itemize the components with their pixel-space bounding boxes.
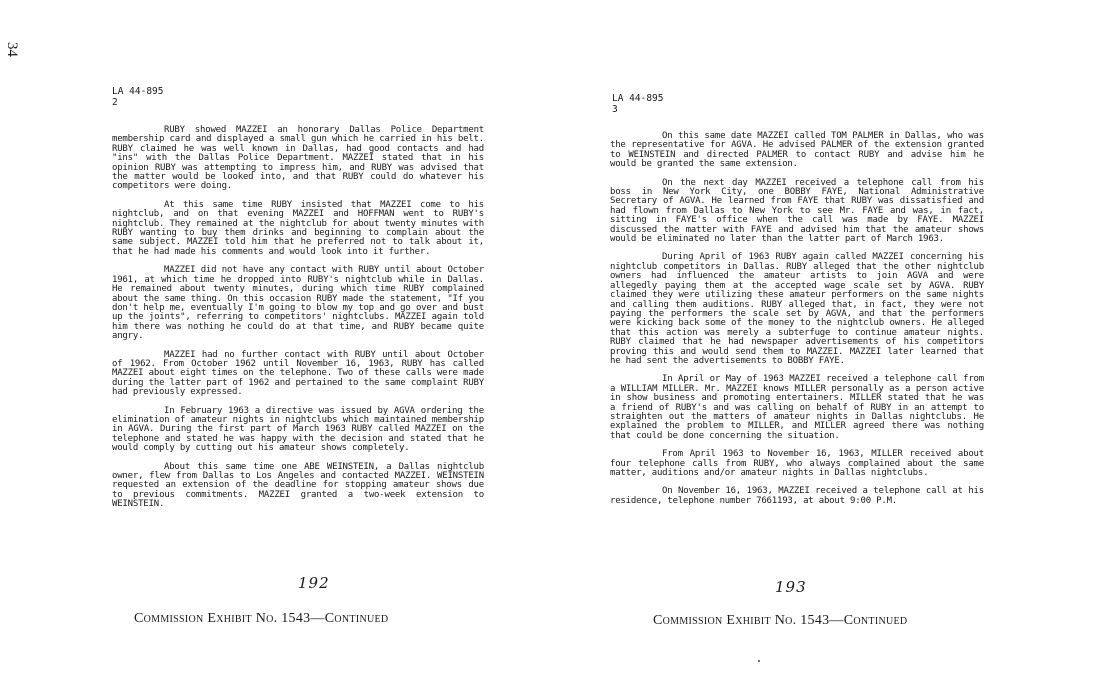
page-number: 2	[112, 97, 118, 108]
scan-speck	[758, 660, 760, 662]
paragraph: From April 1963 to November 16, 1963, MILLER received about four telephone calls from RUBY, who always complained about the same matter, auditions and/or amateur nights in Dallas nightclubs.	[610, 449, 984, 478]
paragraph: MAZZEI did not have any contact with RUBY until about October 1961, at which time he dropped into RUBY's nightclub while in Dallas. He remained about twenty minutes, during which time RUBY complained about the same thing. On this occasion RUBY made the statement, "If you don't help me, eventually I'm going to blow my top and go over and bust up the joints", referring to competitors' nightclubs. MAZZEI again told him there was nothing he could do at that time, and RUBY became quite angry.	[112, 265, 484, 342]
file-number: LA 44-895	[612, 93, 664, 104]
file-number-block	[612, 93, 663, 115]
exhibit-caption-text: Commission Exhibit No. 1543—Continued	[134, 611, 389, 626]
paragraph: RUBY showed MAZZEI an honorary Dallas Police Department membership card and displayed a small gun which he carried in his belt. RUBY claimed he was well known in Dallas, had good contacts and had "ins" with the Dallas Police Department. MAZZEI stated that in his opinion RUBY was attempting to impress him, and RUBY was advised that the matter would be looked into, and that RUBY could do whatever his competitors were doing.	[112, 125, 484, 192]
paragraph: On this same date MAZZEI called TOM PALMER in Dallas, who was the representative for AGVA. He advised PALMER of the extension granted to WEINSTEIN and directed PALMER to contact RUBY and advise him he would be granted the same extension.	[610, 131, 984, 170]
paragraph: During April of 1963 RUBY again called MAZZEI concerning his nightclub competitors in Dallas. RUBY alleged that the other nightclub owners had influenced the amateur artists to join AGVA and were allegedly paying them at the accepted wage scale set by AGVA. RUBY claimed they were utilizing these amateur performers on the same nights and calling them auditions. RUBY alleged that, in fact, they were not paying the performers the scale set by AGVA, and that the performers were kicking back some of the money to the nightclub owners. He alleged that this action was merely a subterfuge to continue amateur nights. RUBY claimed that he had newspaper advertisements of his competitors proving this and would send them to MAZZEI. MAZZEI later learned that he had sent the advertisements to BOBBY FAYE.	[610, 252, 984, 366]
paragraph: At this same time RUBY insisted that MAZZEI come to his nightclub, and on that evening MAZZEI and HOFFMAN went to RUBY's nightclub. They remained at the nightclub for about twenty minutes with RUBY wanting to buy them drinks and beginning to complain about the same subject. MAZZEI told him that he preferred not to talk about it, that he had made his comments and would look into it further.	[112, 199, 484, 257]
paragraph: In February 1963 a directive was issued by AGVA ordering the elimination of amateur nights in nightclubs which maintained membership in AGVA. During the first part of March 1963 RUBY called MAZZEI on the telephone and stated he was happy with the decision and stated that he would comply by cutting out his amateur shows completely.	[112, 405, 484, 454]
file-number-block	[112, 86, 163, 108]
typed-body	[112, 126, 484, 519]
paragraph: MAZZEI had no further contact with RUBY until about October of 1962. From October 1962 until November 16, 1963, RUBY has called MAZZEI about eight times on the telephone. Two of these calls were made during the latter part of 1962 and pertained to the same complaint RUBY had previously expressed.	[112, 349, 484, 398]
typed-body	[610, 132, 984, 515]
exhibit-caption-text: Commission Exhibit No. 1543—Continued	[653, 613, 908, 628]
exhibit-caption	[134, 611, 388, 627]
paragraph: About this same time one ABE WEINSTEIN, a Dallas nightclub owner, flew from Dallas to Los Angeles and contacted MAZZEI. WEINSTEIN requested an extension of the deadline for stopping amateur shows due to previous commitments. MAZZEI granted a two-week extension to WEINSTEIN.	[112, 461, 484, 510]
exhibit-caption	[653, 613, 907, 629]
right-document-page	[547, 0, 1094, 691]
paragraph: In April or May of 1963 MAZZEI received a telephone call from a WILLIAM MILLER. Mr. MAZZEI knows MILLER personally as a person active in show business and promoting entertainers. MILLER stated that he was a friend of RUBY's and was calling on behalf of RUBY in an attempt to straighten out the matters of amateur nights in Dallas nightclubs. He explained the problem to MILLER, and MILLER agreed there was nothing that could be done concerning the situation.	[610, 374, 984, 441]
paragraph: On November 16, 1963, MAZZEI received a telephone call at his residence, telephone number 7661193, at about 9:00 P.M.	[610, 486, 984, 506]
file-number: LA 44-895	[112, 86, 164, 97]
margin-page-number: 34	[4, 42, 20, 57]
handwritten-page-number: 192	[298, 574, 330, 592]
handwritten-page-number: 193	[775, 578, 807, 596]
paragraph: On the next day MAZZEI received a telephone call from his boss in New York City, one BOBBY FAYE, National Administrative Secretary of AGVA. He learned from FAYE that RUBY was dissatisfied and had flown from Dallas to New York to see Mr. FAYE and was, in fact, sitting in FAYE's office when the call was made by FAYE. MAZZEI discussed the matter with FAYE and advised him that the amateur shows would be eliminated no later than the latter part of March 1963.	[610, 177, 984, 245]
page-number: 3	[612, 104, 618, 115]
